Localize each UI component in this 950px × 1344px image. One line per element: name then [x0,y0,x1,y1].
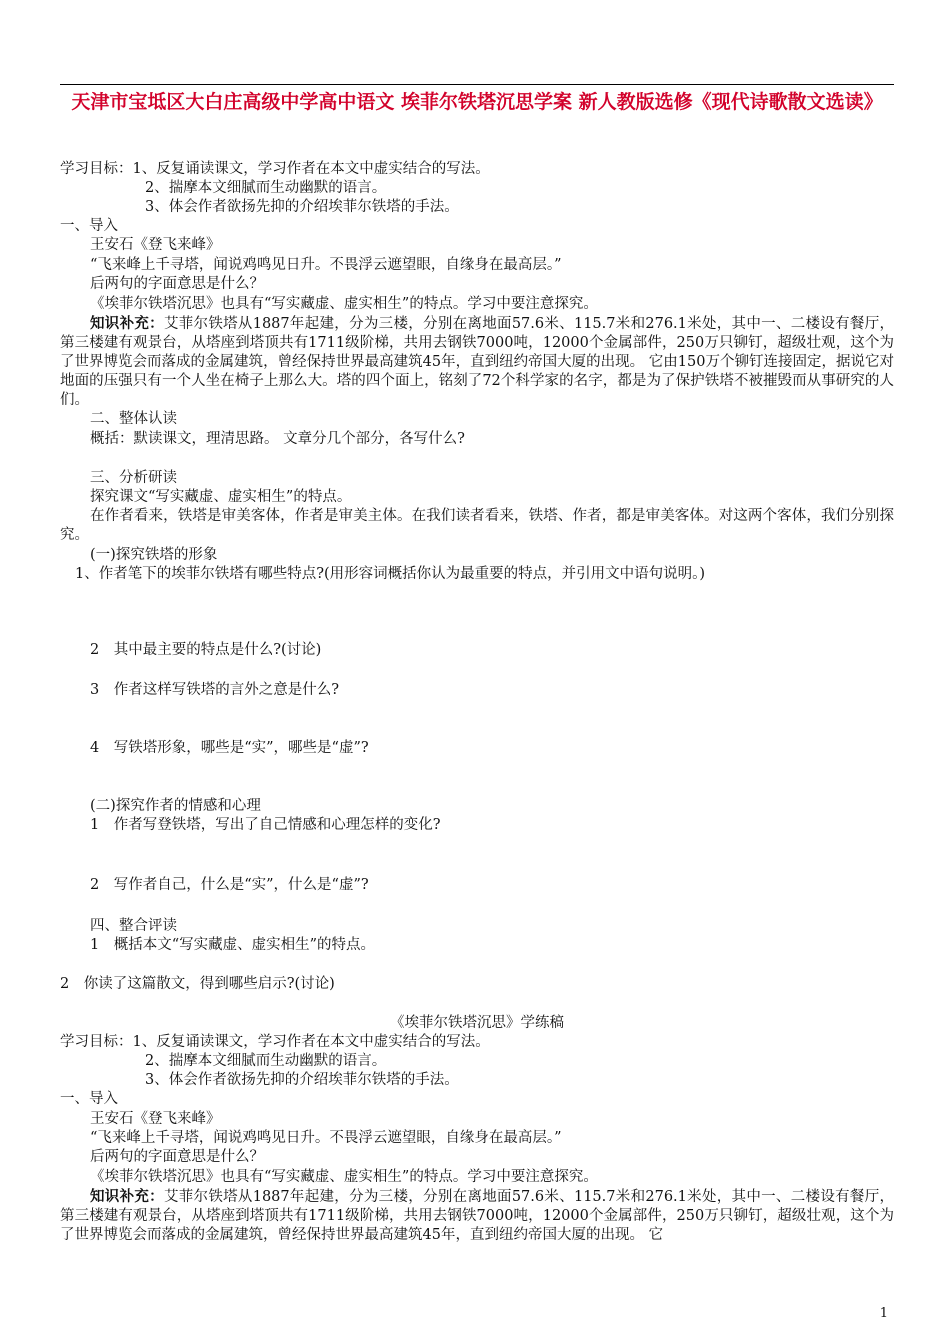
section-3-paragraph: 在作者看来，铁塔是审美客体，作者是审美主体。在我们读者看来，铁塔、作者，都是审美客体。对这两个客体，我们分别探究。 [60,508,894,543]
p2-knowledge-supplement [60,1187,894,1245]
p2-goal-3: 3、体会作者欲扬先抑的介绍埃菲尔铁塔的手法。 [145,1072,459,1088]
question-2-2: 2 写作者自己，什么是“实”，什么是“虚”? [90,877,369,893]
question-1-4: 4 写铁塔形象，哪些是“实”，哪些是“虚”? [90,740,369,756]
question-1-3: 3 作者这样写铁塔的言外之意是什么? [90,682,339,698]
p2-intro-note: 《埃菲尔铁塔沉思》也具有“写实藏虚、虚实相生”的特点。学习中要注意探究。 [90,1169,598,1185]
page-number: 1 [879,1306,888,1321]
header-rule [60,84,894,85]
p2-goal-1: 1、反复诵读课文，学习作者在本文中虚实结合的写法。 [132,1034,490,1050]
goal-1: 1、反复诵读课文，学习作者在本文中虚实结合的写法。 [132,161,490,177]
question-2-1: 1 作者写登铁塔，写出了自己情感和心理怎样的变化? [90,817,441,833]
supplement-text: 艾菲尔铁塔从1887年起建，分为三楼，分别在离地面57.6米、115.7米和276.1米处，其中一、二楼设有餐厅，第三楼建有观景台，从塔座到塔顶共有1711级阶梯，共用去钢铁7000吨，12000个金属部件，250万只铆钉，超级壮观，这个为了世界博览会而落成的金属建筑，曾经保持世界最高建筑45年，直到纽约帝国大厦的出现。 它由150万个铆钉连接固定，据说它对地面的压强只有一个人坐在椅子上那么大。塔的四个面上，铭刻了72个科学家的名字，都是为了保护铁塔不被摧毁而从事研究的人们。 [60,316,894,408]
p2-poem-title: 王安石《登飞来峰》 [90,1111,221,1127]
goals-line-1 [60,160,490,178]
section-4-heading: 四、整合评读 [90,918,177,934]
p2-poem-text: “飞来峰上千寻塔，闻说鸡鸣见日升。不畏浮云遮望眼，自缘身在最高层。” [90,1130,562,1146]
section-1-heading: 一、导入 [60,218,118,234]
question-1-1: 1、作者笔下的埃菲尔铁塔有哪些特点?(用形容词概括你认为最重要的特点，并引用文中语句说明。) [75,566,706,582]
p2-poem-question: 后两句的字面意思是什么？ [90,1149,264,1165]
goal-2: 2、揣摩本文细腻而生动幽默的语言。 [145,180,387,196]
section-3-heading: 三、分析研读 [90,470,177,486]
p2-goals-line-1 [60,1033,490,1051]
knowledge-supplement [60,314,894,410]
section-2-text: 概括：默读课文，理清思路。 文章分几个部分，各写什么? [90,431,465,447]
question-1-2: 2 其中最主要的特点是什么?(讨论) [90,642,322,658]
practice-title: 《埃菲尔铁塔沉思》学练稿 [390,1015,564,1031]
goals-label: 学习目标： [60,161,133,177]
subsection-2-heading: (二)探究作者的情感和心理 [90,798,261,814]
goal-3: 3、体会作者欲扬先抑的介绍埃菲尔铁塔的手法。 [145,199,459,215]
p2-supplement-text: 艾菲尔铁塔从1887年起建，分为三楼，分别在离地面57.6米、115.7米和276.1米处，其中一、二楼设有餐厅，第三楼建有观景台，从塔座到塔顶共有1711级阶梯，共用去钢铁7000吨，12000个金属部件，250万只铆钉，超级壮观，这个为了世界博览会而落成的金属建筑，曾经保持世界最高建筑45年，直到纽约帝国大厦的出现。 它 [60,1189,894,1243]
document-title: 天津市宝坻区大白庄高级中学高中语文 埃菲尔铁塔沉思学案 新人教版选修《现代诗歌散文选读》 [71,91,883,113]
section-4-question-2: 2 你读了这篇散文，得到哪些启示?(讨论) [60,976,335,992]
poem-question: 后两句的字面意思是什么？ [90,276,264,292]
section-2-heading: 二、整体认读 [90,411,177,427]
section-4-question-1: 1 概括本文“写实藏虚、虚实相生”的特点。 [90,937,376,953]
poem-text: “飞来峰上千寻塔，闻说鸡鸣见日升。不畏浮云遮望眼，自缘身在最高层。” [90,257,562,273]
p2-goals-label: 学习目标： [60,1034,133,1050]
p2-section-1-heading: 一、导入 [60,1091,118,1107]
p2-goal-2: 2、揣摩本文细腻而生动幽默的语言。 [145,1053,387,1069]
supplement-label: 知识补充： [90,315,164,332]
intro-note: 《埃菲尔铁塔沉思》也具有“写实藏虚、虚实相生”的特点。学习中要注意探究。 [90,296,598,312]
subsection-1-heading: (一)探究铁塔的形象 [90,547,218,563]
p2-supplement-label: 知识补充： [90,1188,164,1205]
section-3-line-1: 探究课文“写实藏虚、虚实相生”的特点。 [90,489,352,505]
poem-title: 王安石《登飞来峰》 [90,237,221,253]
